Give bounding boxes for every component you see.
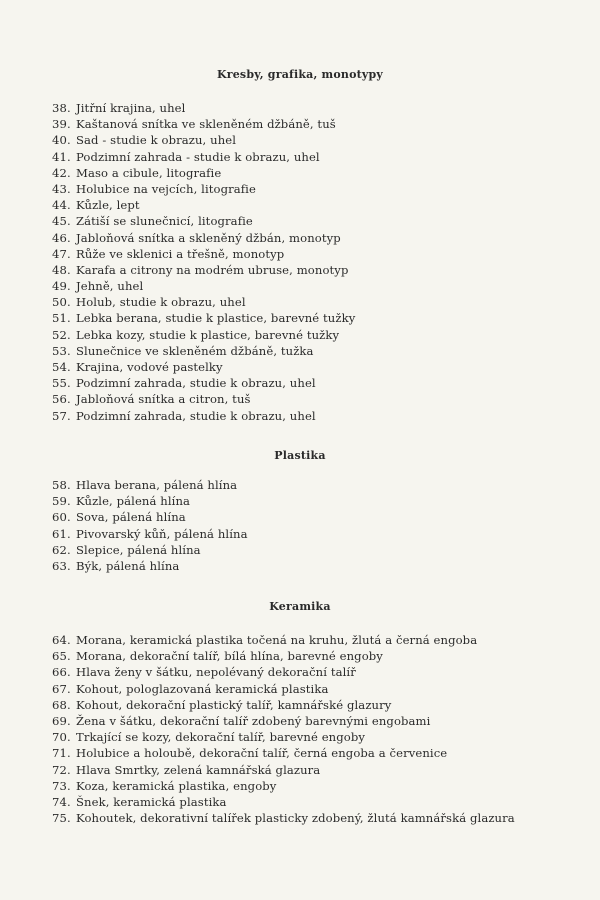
list-item bbox=[52, 558, 582, 574]
item-text: Hlava Smrtky, zelená kamnářská glazura bbox=[76, 762, 321, 777]
item-text: Krajina, vodové pastelky bbox=[76, 360, 223, 374]
item-text: Podzimní zahrada, studie k obrazu, uhel bbox=[76, 376, 316, 391]
list-item bbox=[52, 100, 582, 116]
list-sculpture bbox=[52, 477, 582, 574]
item-number: 62. bbox=[52, 542, 71, 557]
list-item bbox=[52, 359, 582, 375]
item-text: Slunečnice ve skleněném džbáně, tužka bbox=[76, 343, 314, 358]
item-text: Kaštanová snítka ve skleněném džbáně, tuš bbox=[76, 117, 336, 132]
item-number: 61. bbox=[52, 526, 71, 541]
list-item bbox=[52, 648, 582, 664]
item-number: 58. bbox=[52, 478, 71, 492]
item-text: Maso a cibule, litografie bbox=[76, 165, 222, 180]
item-text: Kohout, pologlazovaná keramická plastika bbox=[76, 681, 329, 696]
item-text: Kohoutek, dekorativní talířek plasticky zdobený, žlutá kamnářská glazura bbox=[76, 811, 515, 826]
list-item bbox=[52, 664, 582, 680]
list-item bbox=[52, 294, 582, 310]
list-item bbox=[52, 729, 582, 745]
item-number: 72. bbox=[52, 762, 71, 777]
item-number: 40. bbox=[52, 133, 71, 148]
item-number: 43. bbox=[52, 181, 71, 196]
item-text: Růže ve sklenici a třešně, monotyp bbox=[76, 246, 285, 261]
item-number: 64. bbox=[52, 633, 71, 647]
item-number: 51. bbox=[52, 311, 71, 326]
item-text: Jehně, uhel bbox=[76, 279, 144, 294]
item-number: 53. bbox=[52, 343, 71, 358]
item-text: Holubice a holoubě, dekorační talíř, černá engoba a červenice bbox=[76, 746, 448, 761]
item-number: 66. bbox=[52, 665, 71, 680]
list-item bbox=[52, 632, 582, 648]
item-text: Holub, studie k obrazu, uhel bbox=[76, 295, 246, 310]
section-heading-ceramics: Keramika bbox=[269, 600, 331, 613]
list-item bbox=[52, 343, 582, 359]
item-number: 70. bbox=[52, 730, 71, 745]
item-number: 48. bbox=[52, 262, 71, 277]
item-text: Zátiší se slunečnicí, litografie bbox=[76, 214, 253, 229]
list-item bbox=[52, 132, 582, 148]
list-item bbox=[52, 327, 582, 343]
item-number: 59. bbox=[52, 494, 71, 509]
item-number: 74. bbox=[52, 794, 71, 809]
list-item bbox=[52, 762, 582, 778]
list-item bbox=[52, 778, 582, 794]
item-number: 75. bbox=[52, 811, 71, 826]
item-number: 68. bbox=[52, 697, 71, 712]
item-text: Slepice, pálená hlína bbox=[76, 542, 201, 557]
list-item bbox=[52, 477, 582, 493]
list-item bbox=[52, 526, 582, 542]
list-item bbox=[52, 493, 582, 509]
item-number: 65. bbox=[52, 649, 71, 664]
list-item bbox=[52, 165, 582, 181]
item-number: 56. bbox=[52, 392, 71, 407]
item-text: Hlava ženy v šátku, nepolévaný dekorační talíř bbox=[76, 665, 356, 680]
item-text: Morana, dekorační talíř, bílá hlína, barevné engoby bbox=[76, 649, 383, 664]
item-number: 63. bbox=[52, 558, 71, 573]
item-text: Jabloňová snítka a citron, tuš bbox=[76, 392, 251, 407]
item-number: 67. bbox=[52, 681, 71, 696]
item-text: Jitřní krajina, uhel bbox=[76, 101, 186, 115]
item-text: Hlava berana, pálená hlína bbox=[76, 478, 238, 492]
item-number: 45. bbox=[52, 214, 71, 229]
item-text: Lebka kozy, studie k plastice, barevné tužky bbox=[76, 327, 340, 342]
list-item bbox=[52, 681, 582, 697]
item-number: 46. bbox=[52, 230, 71, 245]
item-text: Býk, pálená hlína bbox=[76, 558, 180, 573]
item-number: 60. bbox=[52, 510, 71, 525]
item-text: Podzimní zahrada, studie k obrazu, uhel bbox=[76, 408, 316, 423]
list-item bbox=[52, 713, 582, 729]
item-text: Lebka berana, studie k plastice, barevné tužky bbox=[76, 311, 356, 326]
item-text: Holubice na vejcích, litografie bbox=[76, 181, 256, 196]
item-number: 69. bbox=[52, 713, 71, 728]
item-text: Karafa a citrony na modrém ubruse, monotyp bbox=[76, 262, 349, 277]
list-item bbox=[52, 181, 582, 197]
item-number: 47. bbox=[52, 246, 71, 261]
list-item bbox=[52, 697, 582, 713]
item-text: Morana, keramická plastika točená na kruhu, žlutá a černá engoba bbox=[76, 633, 478, 647]
item-number: 38. bbox=[52, 101, 71, 115]
item-number: 50. bbox=[52, 295, 71, 310]
item-number: 52. bbox=[52, 327, 71, 342]
list-item bbox=[52, 745, 582, 761]
item-number: 41. bbox=[52, 149, 71, 164]
item-text: Žena v šátku, dekorační talíř zdobený barevnými engobami bbox=[76, 713, 431, 728]
list-item bbox=[52, 213, 582, 229]
item-text: Šnek, keramická plastika bbox=[76, 794, 227, 809]
list-item bbox=[52, 197, 582, 213]
list-item bbox=[52, 262, 582, 278]
item-text: Pivovarský kůň, pálená hlína bbox=[76, 526, 248, 541]
item-number: 39. bbox=[52, 117, 71, 132]
list-item bbox=[52, 149, 582, 165]
list-item bbox=[52, 116, 582, 132]
item-text: Kůzle, lept bbox=[76, 198, 140, 213]
list-item bbox=[52, 310, 582, 326]
item-number: 54. bbox=[52, 360, 71, 374]
list-item bbox=[52, 391, 582, 407]
list-item bbox=[52, 408, 582, 424]
item-number: 42. bbox=[52, 165, 71, 180]
item-number: 44. bbox=[52, 198, 71, 213]
list-item bbox=[52, 278, 582, 294]
item-number: 73. bbox=[52, 778, 71, 793]
list-item bbox=[52, 509, 582, 525]
list-item bbox=[52, 794, 582, 810]
section-heading-sculpture: Plastika bbox=[274, 449, 326, 462]
item-text: Sova, pálená hlína bbox=[76, 510, 186, 525]
list-item bbox=[52, 246, 582, 262]
item-text: Koza, keramická plastika, engoby bbox=[76, 778, 277, 793]
item-text: Kůzle, pálená hlína bbox=[76, 494, 191, 509]
list-item bbox=[52, 810, 582, 826]
item-number: 71. bbox=[52, 746, 71, 761]
item-text: Kohout, dekorační plastický talíř, kamnářské glazury bbox=[76, 697, 392, 712]
item-text: Trkající se kozy, dekorační talíř, barevné engoby bbox=[76, 730, 366, 745]
list-item bbox=[52, 542, 582, 558]
item-text: Jabloňová snítka a skleněný džbán, monotyp bbox=[76, 230, 341, 245]
item-text: Sad - studie k obrazu, uhel bbox=[76, 133, 237, 148]
list-ceramics bbox=[52, 632, 582, 826]
section-heading-drawings: Kresby, grafika, monotypy bbox=[216, 68, 384, 81]
item-number: 57. bbox=[52, 408, 71, 423]
item-number: 49. bbox=[52, 279, 71, 294]
list-item bbox=[52, 375, 582, 391]
item-text: Podzimní zahrada - studie k obrazu, uhel bbox=[76, 149, 320, 164]
list-item bbox=[52, 230, 582, 246]
item-number: 55. bbox=[52, 376, 71, 391]
list-drawings bbox=[52, 100, 582, 424]
